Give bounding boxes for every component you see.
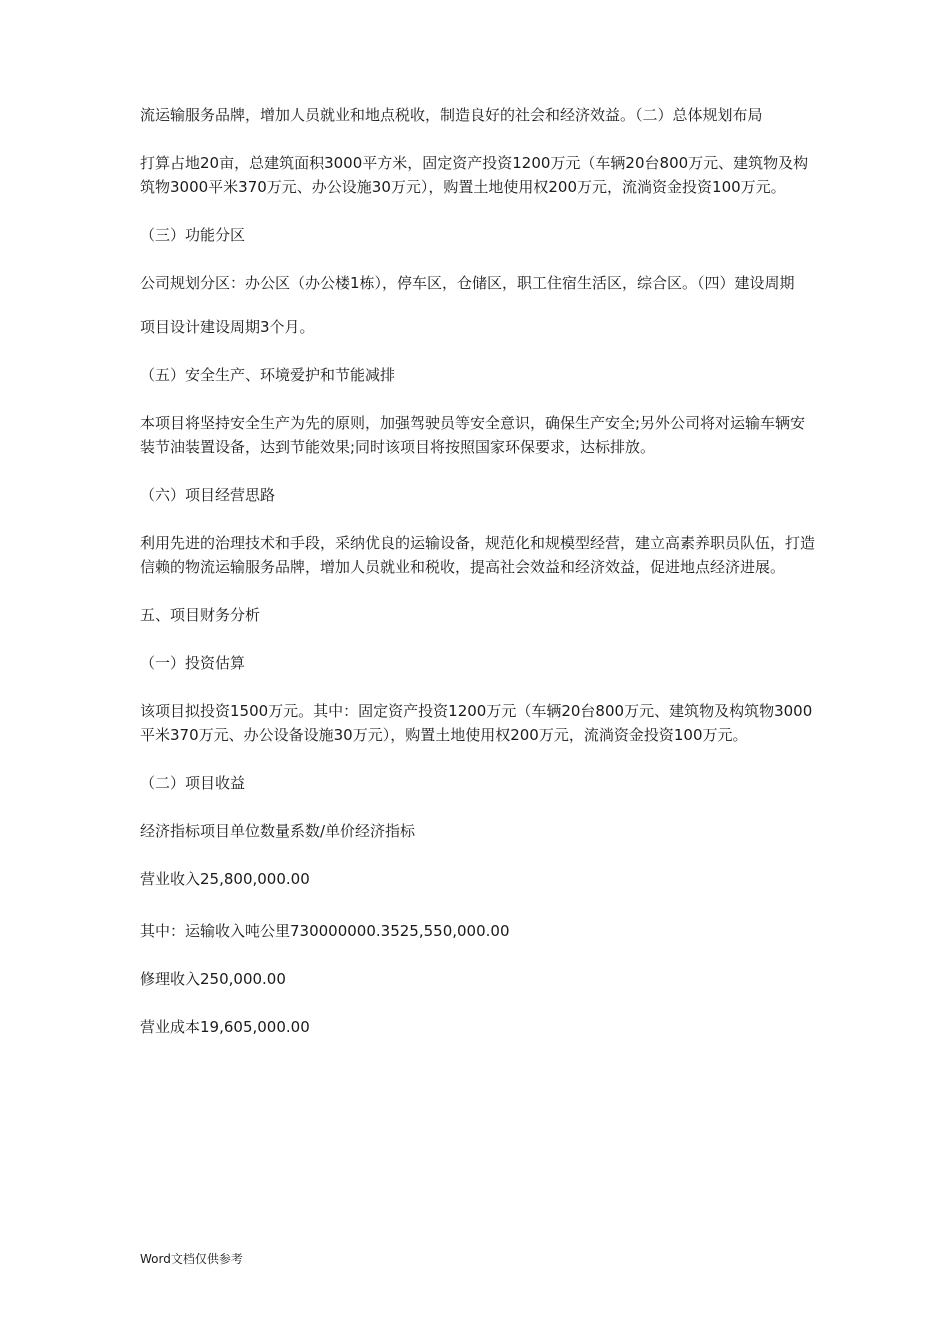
paragraph: 项目设计建设周期3个月。 <box>140 318 315 336</box>
table-line: 经济指标项目单位数量系数/单价经济指标 <box>140 822 416 840</box>
paragraph: 流运输服务品牌，增加人员就业和地点税收，制造良好的社会和经济效益。（二）总体规划布局 <box>140 106 763 124</box>
chapter-heading: 五、项目财务分析 <box>140 606 261 624</box>
paragraph: 公司规划分区：办公区（办公楼1栋），停车区，仓储区，职工住宿生活区，综合区。（四）建设周期 <box>140 274 795 292</box>
page-footer: Word文档仅供参考 <box>140 1252 243 1266</box>
section-heading: （二）项目收益 <box>140 774 246 792</box>
table-line: 营业收入25,800,000.00 <box>140 870 310 888</box>
table-line: 营业成本19,605,000.00 <box>140 1018 310 1036</box>
table-line: 其中：运输收入吨公里730000000.3525,550,000.00 <box>140 922 510 940</box>
document-body <box>140 103 820 1039</box>
paragraph: 该项目拟投资1500万元。其中：固定资产投资1200万元（车辆20台800万元、建筑物及构筑物3000平米370万元、办公设备设施30万元），购置土地使用权200万元，流淌资金投资100万元。 <box>140 702 813 744</box>
table-line: 修理收入250,000.00 <box>140 970 286 988</box>
paragraph: 利用先进的治理技术和手段，采纳优良的运输设备，规范化和规模型经营，建立高素养职员队伍，打造信赖的物流运输服务品牌，增加人员就业和税收，提高社会效益和经济效益，促进地点经济进展。 <box>140 534 816 576</box>
paragraph: 本项目将坚持安全生产为先的原则，加强驾驶员等安全意识，确保生产安全;另外公司将对运输车辆安装节油装置设备，达到节能效果;同时该项目将按照国家环保要求，达标排放。 <box>140 414 806 456</box>
section-heading: （一）投资估算 <box>140 654 246 672</box>
paragraph: 打算占地20亩，总建筑面积3000平方米，固定资产投资1200万元（车辆20台800万元、建筑物及构筑物3000平米370万元、办公设施30万元），购置土地使用权200万元，流淌资金投资100万元。 <box>140 154 809 196</box>
section-heading: （六）项目经营思路 <box>140 486 276 504</box>
section-heading: （三）功能分区 <box>140 226 246 244</box>
section-heading: （五）安全生产、环境爱护和节能减排 <box>140 366 396 384</box>
